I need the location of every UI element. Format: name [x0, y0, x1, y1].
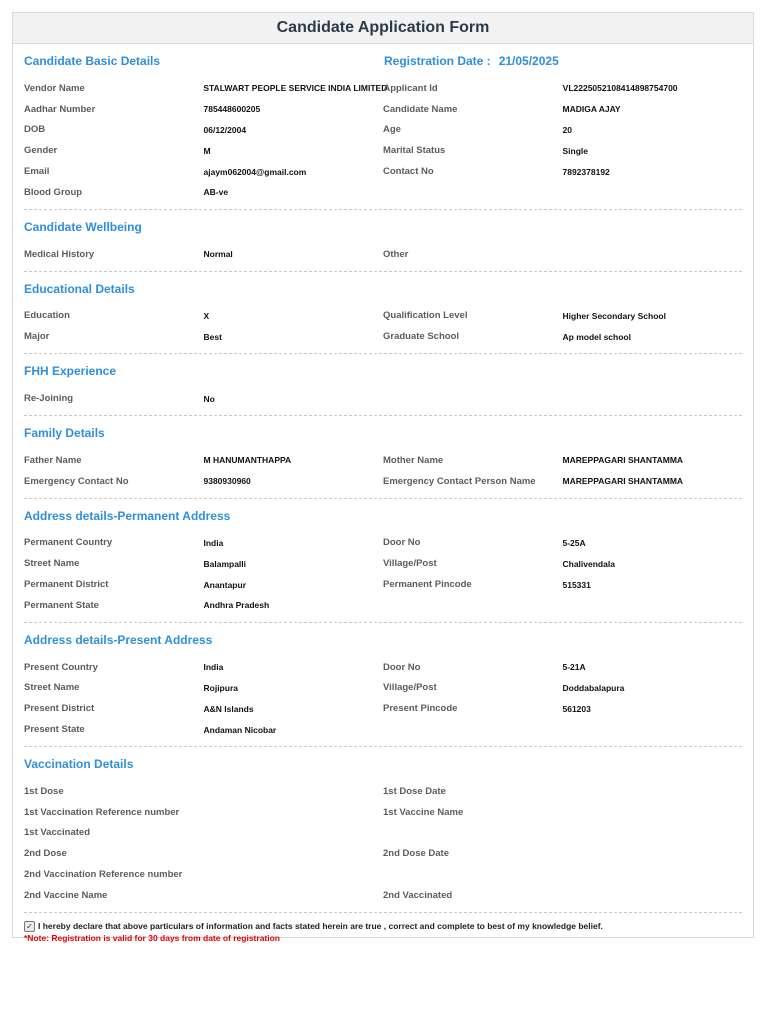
section-header: [24, 623, 742, 657]
field-label: Vendor Name: [24, 82, 85, 94]
field-value: X: [203, 310, 210, 321]
field-row: [24, 698, 742, 719]
field-value: Rojipura: [203, 682, 238, 693]
section-title: Candidate Wellbeing: [24, 219, 142, 234]
field-value: Andhra Pradesh: [203, 600, 270, 611]
field-label: Email: [24, 166, 50, 178]
field-label: Medical History: [24, 248, 95, 260]
field-row: [24, 533, 742, 554]
field-label: Present Pincode: [383, 703, 458, 715]
section-header: [24, 354, 742, 388]
field-label: Age: [383, 124, 401, 136]
field-label: 2nd Vaccinated: [383, 889, 453, 901]
field-label: Present Country: [24, 661, 98, 673]
field-label: Permanent Country: [24, 537, 113, 549]
field-label: Street Name: [24, 558, 80, 570]
field-row: [24, 99, 742, 120]
field-row: [24, 78, 742, 99]
field-label: Candidate Name: [383, 103, 458, 115]
field-label: 1st Vaccinated: [24, 827, 91, 839]
field-row: [24, 306, 742, 327]
field-label: Graduate School: [383, 331, 460, 343]
field-row: [24, 781, 742, 802]
field-row: [24, 657, 742, 678]
field-label: Mother Name: [383, 454, 444, 466]
field-value: A&N Islands: [203, 703, 254, 714]
section-fhh: [13, 354, 753, 415]
field-label: Father Name: [24, 454, 82, 466]
field-value: 515331: [562, 579, 591, 590]
section-title: Educational Details: [24, 281, 135, 296]
registration-date-value: 21/05/2025: [498, 54, 559, 68]
field-value: 5-21A: [562, 662, 586, 673]
field-row: [24, 864, 742, 885]
field-value: 06/12/2004: [203, 124, 247, 135]
field-label: Door No: [383, 661, 421, 673]
field-label: Permanent District: [24, 579, 109, 591]
field-row: [24, 574, 742, 595]
field-label: Re-Joining: [24, 393, 74, 405]
section-title: Candidate Basic Details: [24, 54, 161, 68]
section-wellbeing: [13, 210, 753, 271]
field-row: [24, 843, 742, 864]
field-row: [24, 244, 742, 265]
field-row: [24, 823, 742, 844]
field-label: Aadhar Number: [24, 103, 96, 115]
field-value: 561203: [562, 703, 591, 714]
field-label: 2nd Vaccine Name: [24, 889, 108, 901]
registration-note: *Note: Registration is valid for 30 days from date of registration: [24, 932, 280, 943]
registration-date: [384, 54, 559, 68]
declaration-checkbox[interactable]: [24, 921, 35, 932]
section-header: [24, 499, 742, 533]
field-value: MADIGA AJAY: [562, 104, 621, 115]
field-value: Single: [562, 145, 589, 156]
field-label: Marital Status: [383, 145, 446, 157]
field-row: [24, 471, 742, 492]
field-label: Gender: [24, 145, 58, 157]
field-value: Higher Secondary School: [562, 310, 666, 321]
field-value: MAREPPAGARI SHANTAMMA: [562, 476, 684, 487]
field-label: Applicant Id: [383, 82, 438, 94]
section-title: Vaccination Details: [24, 756, 134, 771]
field-value: STALWART PEOPLE SERVICE INDIA LIMITED: [203, 83, 388, 94]
section-present: [13, 623, 753, 746]
field-label: Major: [24, 331, 50, 343]
field-row: [24, 802, 742, 823]
field-value: Ap model school: [562, 331, 631, 342]
field-value: 5-25A: [562, 537, 586, 548]
declaration-row: [13, 913, 753, 932]
field-row: [24, 326, 742, 347]
application-form: [12, 12, 754, 943]
field-label: Permanent Pincode: [383, 579, 472, 591]
field-row: [24, 719, 742, 740]
field-value: 20: [562, 124, 572, 135]
field-row: [24, 595, 742, 616]
field-row: [24, 182, 742, 203]
field-value: M HANUMANTHAPPA: [203, 455, 292, 466]
field-value: VL2225052108414898754700: [562, 83, 678, 94]
field-value: AB-ve: [203, 187, 229, 198]
field-row: [24, 553, 742, 574]
field-label: 1st Vaccination Reference number: [24, 806, 180, 818]
field-value: Chalivendala: [562, 558, 615, 569]
field-label: DOB: [24, 124, 46, 136]
section-title: Address details-Present Address: [24, 632, 213, 647]
field-label: 2nd Dose: [24, 848, 67, 860]
field-value: India: [203, 537, 224, 548]
section-header: [24, 416, 742, 450]
field-label: Emergency Contact No: [24, 475, 129, 487]
field-label: Present District: [24, 703, 95, 715]
section-header: [24, 210, 742, 244]
field-label: Permanent State: [24, 599, 99, 611]
field-label: Contact No: [383, 166, 434, 178]
field-label: Blood Group: [24, 186, 83, 198]
field-value: No: [203, 393, 215, 404]
section-title: Family Details: [24, 425, 105, 440]
field-value: India: [203, 662, 224, 673]
field-row: [24, 140, 742, 161]
section-header: [24, 747, 742, 781]
section-education: [13, 272, 753, 354]
field-value: Balampalli: [203, 558, 247, 569]
field-label: Present State: [24, 724, 85, 736]
field-label: 1st Vaccine Name: [383, 806, 464, 818]
field-value: Best: [203, 331, 222, 342]
field-label: 2nd Dose Date: [383, 848, 449, 860]
section-family: [13, 416, 753, 498]
field-row: [24, 678, 742, 699]
field-value: Normal: [203, 249, 233, 260]
check-icon: ✓: [26, 921, 33, 931]
field-value: Doddabalapura: [562, 682, 625, 693]
field-label: Village/Post: [383, 558, 437, 570]
section-title: FHH Experience: [24, 364, 117, 379]
section-header: [24, 272, 742, 306]
field-value: Anantapur: [203, 579, 246, 590]
field-label: Other: [383, 248, 409, 260]
field-value: 785448600205: [203, 104, 261, 115]
field-label: Emergency Contact Person Name: [383, 475, 536, 487]
field-label: Education: [24, 310, 70, 322]
field-value: 9380930960: [203, 476, 251, 487]
field-label: 2nd Vaccination Reference number: [24, 869, 183, 881]
section-basic: [13, 44, 753, 209]
field-row: [24, 885, 742, 906]
field-value: ajaym062004@gmail.com: [203, 166, 307, 177]
page-title: Candidate Application Form: [13, 13, 753, 44]
declaration-text: I hereby declare that above particulars of information and facts stated herein are true , correct and complete to best of my knowledge belief.: [38, 921, 603, 932]
field-label: 1st Dose Date: [383, 785, 446, 797]
section-title: Address details-Permanent Address: [24, 508, 231, 523]
field-row: [24, 120, 742, 141]
section-permanent: [13, 499, 753, 622]
field-value: M: [203, 145, 211, 156]
field-row: [24, 161, 742, 182]
field-label: Door No: [383, 537, 421, 549]
field-label: Street Name: [24, 682, 80, 694]
section-header: [24, 44, 742, 78]
field-label: Qualification Level: [383, 310, 468, 322]
form-sections: [13, 44, 753, 913]
field-value: MAREPPAGARI SHANTAMMA: [562, 455, 684, 466]
field-row: [24, 450, 742, 471]
section-vaccination: [13, 747, 753, 912]
registration-date-label: Registration Date :: [384, 54, 491, 68]
field-value: 7892378192: [562, 166, 610, 177]
field-row: [24, 388, 742, 409]
field-value: Andaman Nicobar: [203, 724, 277, 735]
field-label: Village/Post: [383, 682, 437, 694]
field-label: 1st Dose: [24, 785, 64, 797]
